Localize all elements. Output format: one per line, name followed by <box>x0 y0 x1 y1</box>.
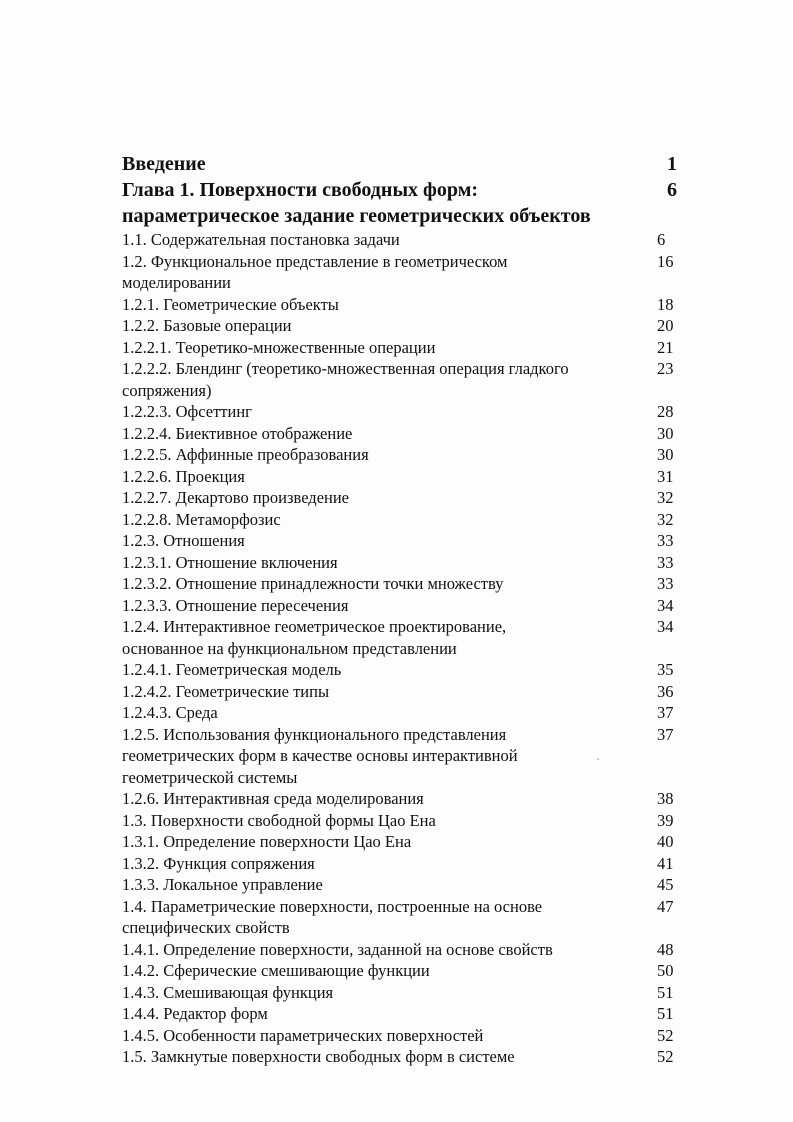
toc-entry-title: 1.4.4. Редактор форм <box>122 1004 268 1023</box>
toc-heading-title: Глава 1. Поверхности свободных форм: параметрическое задание геометрических объектов <box>122 179 591 227</box>
toc-entries <box>122 229 697 1068</box>
toc-entry-title: 1.2.2.6. Проекция <box>122 466 245 486</box>
toc-entry-title: 1.2.2.1. Теоретико-множественные операции <box>122 337 436 357</box>
toc-entry-page: 52 <box>657 1047 674 1066</box>
toc-entry-title: 1.2.2.4. Биективное отображение <box>122 423 353 443</box>
toc-entry-page: 20 <box>657 316 674 335</box>
toc-entry-page: 30 <box>657 445 674 464</box>
toc-entry-page: 41 <box>657 853 674 873</box>
toc-entry-page: 32 <box>657 509 674 529</box>
toc-entry-page: 48 <box>657 939 674 959</box>
toc-entry-page: 31 <box>657 466 674 486</box>
toc-heading-chapter-1 <box>122 177 697 229</box>
toc-entry-title: 1.2.3. Отношения <box>122 531 245 550</box>
toc-entry-page: 37 <box>657 703 674 722</box>
toc-entry-title: 1.2.5. Использования функционального представления геометрических форм в качестве основы интерактивной геометрической системы <box>122 724 518 787</box>
toc-entry <box>122 896 697 939</box>
toc-entry <box>122 251 697 294</box>
toc-entry <box>122 444 697 466</box>
toc-entry-page: 33 <box>657 552 674 572</box>
toc-entry-page: 52 <box>657 1025 674 1045</box>
table-of-contents <box>122 151 697 1068</box>
toc-entry-page: 38 <box>657 789 674 808</box>
toc-entry <box>122 358 697 401</box>
toc-entry <box>122 595 697 617</box>
toc-entry-page: 36 <box>657 681 674 701</box>
toc-entry-title: 1.2.3.1. Отношение включения <box>122 552 338 572</box>
toc-entry <box>122 659 697 681</box>
toc-entry-title: 1.4.3. Смешивающая функция <box>122 982 334 1002</box>
toc-entry <box>122 487 697 509</box>
toc-heading-page: 6 <box>667 179 677 201</box>
toc-entry-title: 1.2.3.3. Отношение пересечения <box>122 595 349 615</box>
toc-entry-title: 1.2.2.7. Декартово произведение <box>122 488 350 507</box>
toc-entry <box>122 681 697 703</box>
toc-entry <box>122 702 697 724</box>
toc-entry-title: 1.4.1. Определение поверхности, заданной на основе свойств <box>122 939 553 959</box>
toc-entry-page: 34 <box>657 617 674 636</box>
toc-entry-page: 28 <box>657 402 674 421</box>
toc-entry-title: 1.2.2.8. Метаморфозис <box>122 509 281 529</box>
toc-entry <box>122 1025 697 1047</box>
toc-entry <box>122 530 697 552</box>
toc-entry-page: 18 <box>657 294 674 314</box>
toc-entry <box>122 1003 697 1025</box>
toc-entry <box>122 724 697 789</box>
toc-entry-page: 40 <box>657 832 674 851</box>
toc-entry <box>122 423 697 445</box>
toc-entry-title: 1.2.2.3. Офсеттинг <box>122 402 252 421</box>
toc-entry <box>122 466 697 488</box>
toc-entry-title: 1.2.2.2. Блендинг (теоретико-множественная операция гладкого сопряжения) <box>122 359 569 400</box>
toc-entry <box>122 831 697 853</box>
toc-entry <box>122 939 697 961</box>
toc-entry-title: 1.2.4.3. Среда <box>122 703 218 722</box>
toc-entry-title: 1.2.1. Геометрические объекты <box>122 294 339 314</box>
toc-entry-title: 1.3.2. Функция сопряжения <box>122 853 315 873</box>
toc-entry-page: 51 <box>657 982 674 1002</box>
toc-entry-page: 23 <box>657 359 674 378</box>
toc-entry-page: 6 <box>657 230 666 249</box>
toc-entry-title: 1.3.1. Определение поверхности Цао Ена <box>122 832 412 851</box>
toc-entry-page: 39 <box>657 810 674 830</box>
toc-entry-title: 1.1. Содержательная постановка задачи <box>122 230 400 249</box>
toc-entry-title: 1.2.4.1. Геометрическая модель <box>122 660 342 679</box>
toc-entry-page: 21 <box>657 337 674 357</box>
toc-entry <box>122 853 697 875</box>
toc-entry-page: 32 <box>657 488 674 507</box>
toc-entry-title: 1.4.2. Сферические смешивающие функции <box>122 961 430 980</box>
toc-entry-title: 1.2.2.5. Аффинные преобразования <box>122 445 369 464</box>
toc-entry <box>122 552 697 574</box>
toc-entry-page: 34 <box>657 595 674 615</box>
toc-entry <box>122 315 697 337</box>
toc-entry-page: 47 <box>657 896 674 916</box>
toc-entry-page: 16 <box>657 251 674 271</box>
toc-entry <box>122 1046 697 1068</box>
toc-entry-title: 1.3.3. Локальное управление <box>122 875 323 894</box>
toc-entry-page: 50 <box>657 961 674 980</box>
toc-heading-introduction <box>122 151 697 177</box>
toc-entry-title: 1.4. Параметрические поверхности, построенные на основе специфических свойств <box>122 896 543 937</box>
toc-entry <box>122 401 697 423</box>
toc-entry-title: 1.3. Поверхности свободной формы Цао Ена <box>122 810 436 830</box>
toc-heading-title: Введение <box>122 153 206 175</box>
toc-entry <box>122 616 697 659</box>
toc-entry-title: 1.2.4. Интерактивное геометрическое проектирование, основанное на функциональном представлении <box>122 617 507 658</box>
toc-entry-page: 33 <box>657 574 674 593</box>
toc-entry-title: 1.2.2. Базовые операции <box>122 316 292 335</box>
toc-entry-title: 1.2.3.2. Отношение принадлежности точки множеству <box>122 574 504 593</box>
toc-entry <box>122 337 697 359</box>
toc-entry-title: 1.2.6. Интерактивная среда моделирования <box>122 789 424 808</box>
toc-entry <box>122 982 697 1004</box>
toc-entry-page: 37 <box>657 724 674 744</box>
toc-entry <box>122 788 697 810</box>
toc-entry-page: 45 <box>657 875 674 894</box>
toc-entry <box>122 294 697 316</box>
toc-entry-title: 1.2.4.2. Геометрические типы <box>122 681 330 701</box>
toc-entry <box>122 229 697 251</box>
toc-entry-page: 51 <box>657 1004 674 1023</box>
toc-entry <box>122 509 697 531</box>
toc-heading-page: 1 <box>667 153 677 175</box>
toc-entry <box>122 874 697 896</box>
toc-entry-page: 35 <box>657 660 674 679</box>
toc-entry-page: 30 <box>657 423 674 443</box>
toc-entry <box>122 573 697 595</box>
toc-entry-title: 1.4.5. Особенности параметрических поверхностей <box>122 1025 484 1045</box>
toc-entry-page: 33 <box>657 531 674 550</box>
toc-entry-title: 1.5. Замкнутые поверхности свободных форм в системе <box>122 1047 515 1066</box>
toc-entry <box>122 810 697 832</box>
toc-entry-title: 1.2. Функциональное представление в геометрическом моделировании <box>122 251 508 292</box>
toc-entry <box>122 960 697 982</box>
